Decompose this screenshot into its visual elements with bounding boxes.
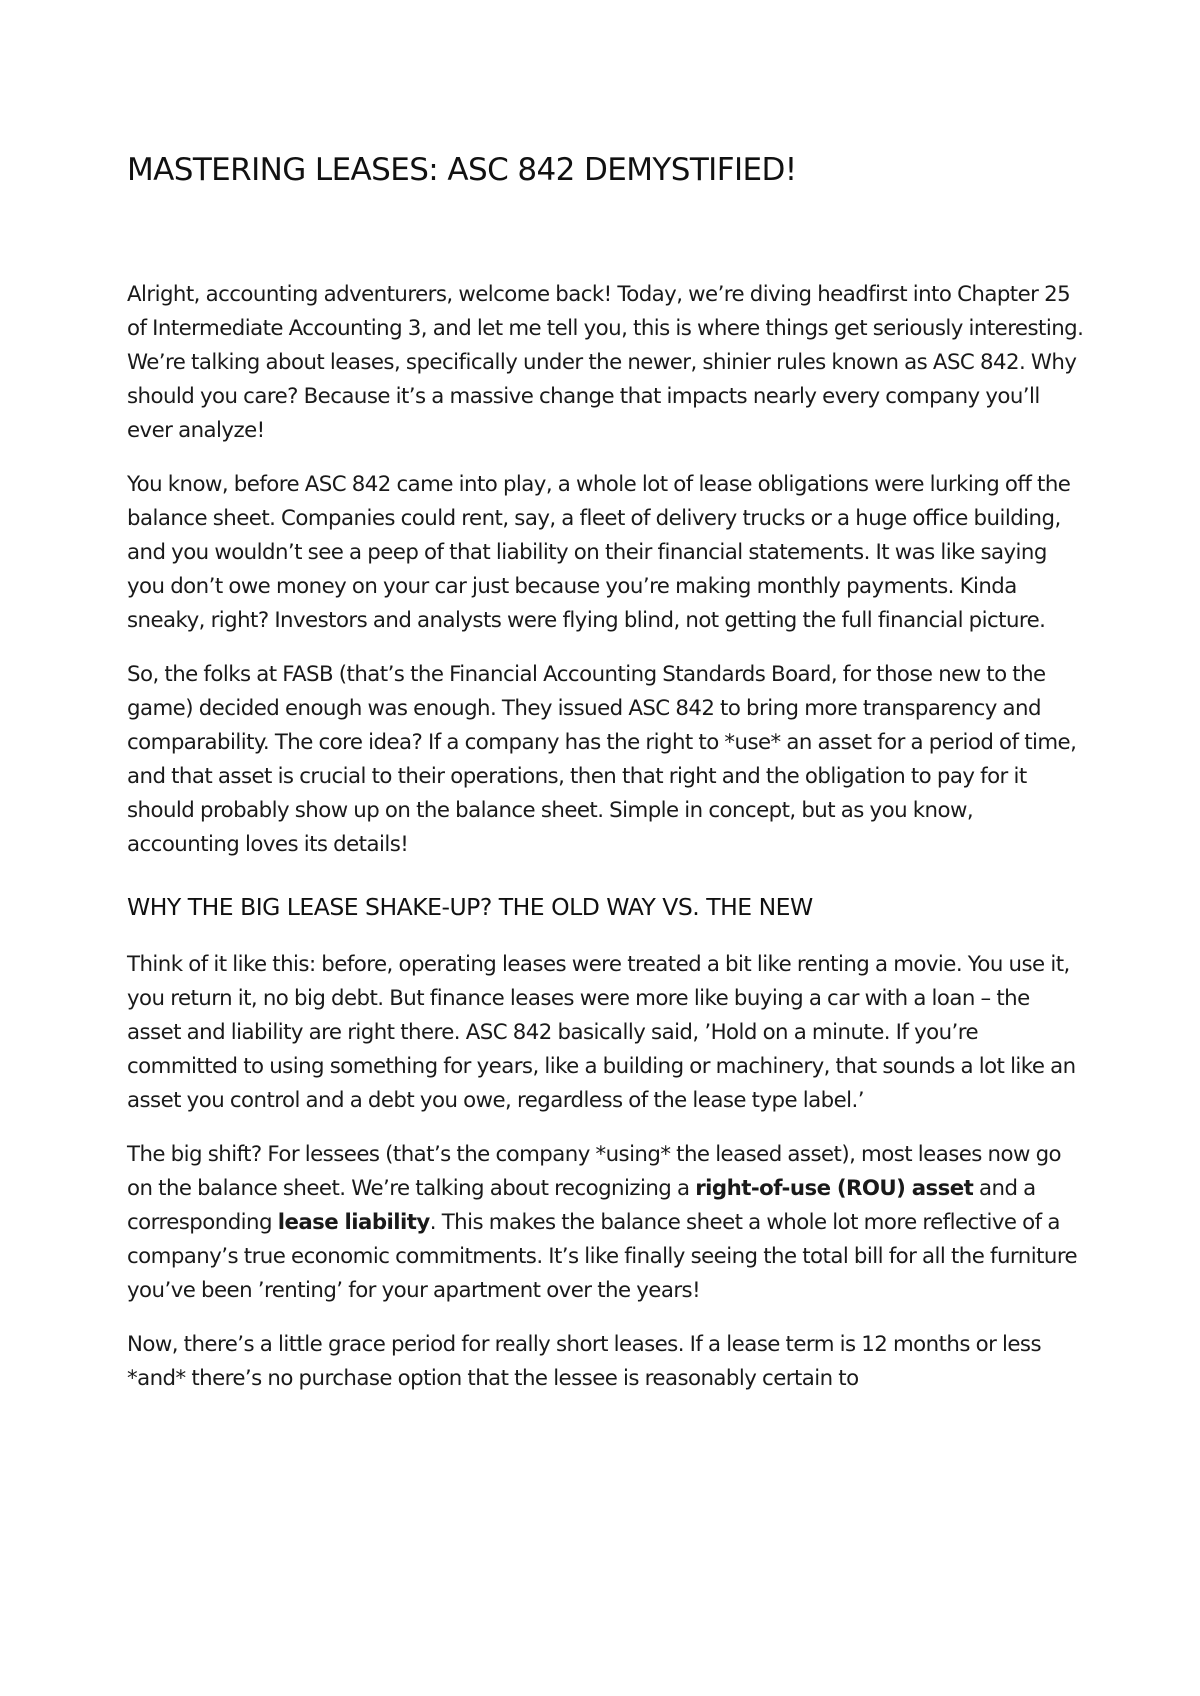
intro-paragraph: Alright, accounting adventurers, welcome back! Today, we’re diving headfirst into Chapter 25 of Intermediate Accounting 3, and let me tell you, this is where things get seriously interesting. We’re talking about leases, specifically under the newer, shinier rules known as ASC 842. Why should you care? Because it’s a massive change that impacts nearly every company you’ll ever analyze! bbox=[127, 282, 1084, 443]
fasb-paragraph: So, the folks at FASB (that’s the Financial Accounting Standards Board, for those new to the game) decided enough was enough. They issued ASC 842 to bring more transparency and comparability. The core idea? If a company has the right to *use* an asset for a period of time, and that asset is crucial to their operations, then that right and the obligation to pay for it should probably show up on the balance sheet. Simple in concept, but as you know, accounting loves its details! bbox=[127, 662, 1077, 857]
rou-asset-term: right-of-use (ROU) asset bbox=[695, 1176, 974, 1201]
old-vs-new-paragraph: Think of it like this: before, operating leases were treated a bit like renting a movie. You use it, you return it, no big debt. But finance leases were more like buying a car with a loan – the asset and liability are right there. ASC 842 basically said, ’Hold on a minute. If you’re committed to using something for years, like a building or machinery, that sounds a lot like an asset you control and a debt you owe, regardless of the lease type label.’ bbox=[127, 952, 1076, 1113]
lessee-shift-text-mid: and a corresponding bbox=[127, 1176, 1036, 1235]
document-page bbox=[127, 150, 1087, 1396]
lessee-shift-paragraph bbox=[127, 1138, 1087, 1308]
short-lease-paragraph: Now, there’s a little grace period for really short leases. If a lease term is 12 months or less *and* there’s no purchase option that the lessee is reasonably certain to bbox=[127, 1332, 1042, 1391]
off-balance-sheet-paragraph: You know, before ASC 842 came into play, a whole lot of lease obligations were lurking off the balance sheet. Companies could rent, say, a fleet of delivery trucks or a huge office building, and you wouldn’t see a peep of that liability on their financial statements. It was like saying you don’t owe money on your car just because you’re making monthly payments. Kinda sneaky, right? Investors and analysts were flying blind, not getting the full financial picture. bbox=[127, 472, 1071, 633]
lessee-shift-text-end: . This makes the balance sheet a whole lot more reflective of a company’s true economic commitments. It’s like finally seeing the total bill for all the furniture you’ve been ’renting’ for your apartment over the years! bbox=[127, 1210, 1078, 1303]
document-title: MASTERING LEASES: ASC 842 DEMYSTIFIED! bbox=[127, 152, 797, 188]
section-heading: WHY THE BIG LEASE SHAKE-UP? THE OLD WAY VS. THE NEW bbox=[127, 893, 813, 921]
lease-liability-term: lease liability bbox=[277, 1210, 430, 1235]
lessee-shift-text-start: The big shift? For lessees (that’s the company *using* the leased asset), most leases now go on the balance sheet. We’re talking about recognizing a bbox=[127, 1142, 1062, 1201]
